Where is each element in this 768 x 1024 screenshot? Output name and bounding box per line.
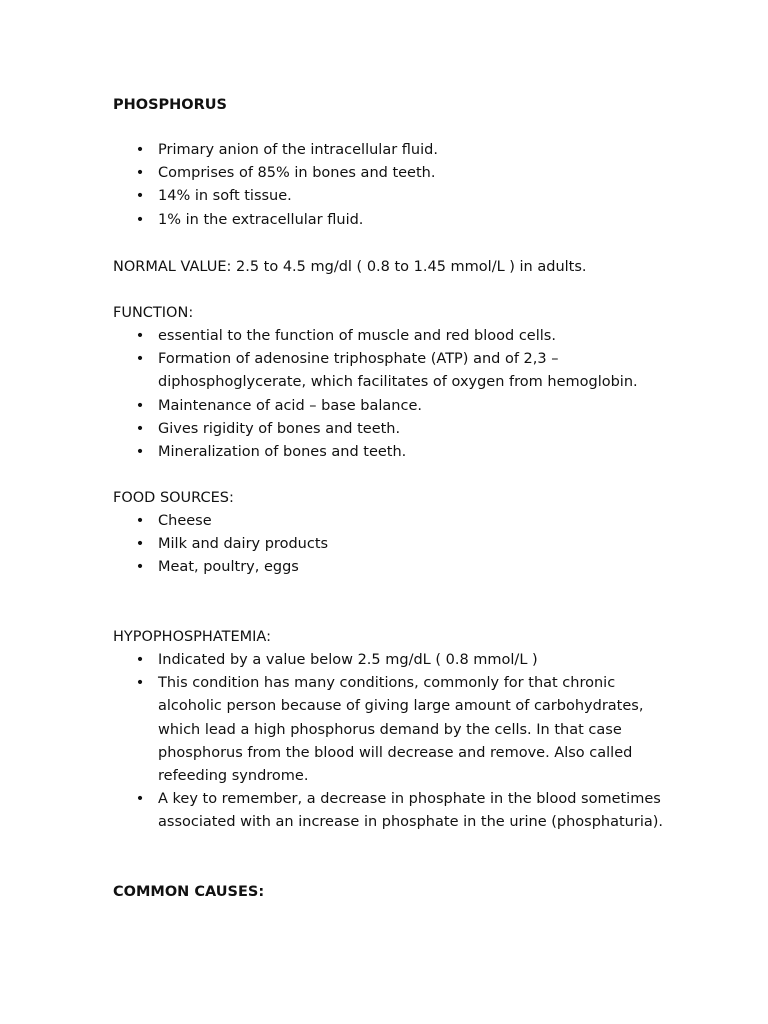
bullet-icon: •	[135, 165, 145, 182]
list-item	[113, 162, 673, 185]
list-item-text: Cheese	[158, 513, 212, 529]
list-item-text: 1% in the extracellular fluid.	[158, 211, 364, 228]
list-item-text: This condition has many conditions, commonly for that chronic alcoholic person because of giving large amount of carbohydrates, which lead a high phosphorus demand by the cells. In that case phosphorus from the blood will decrease and remove. Also called refeeding syndrome.	[158, 675, 644, 785]
normal-value-section	[113, 256, 673, 279]
bullet-icon: •	[135, 420, 145, 437]
hypophosphatemia-heading: HYPOPHOSPHATEMIA:	[113, 629, 271, 645]
common-causes-heading: COMMON CAUSES:	[113, 884, 265, 900]
bullet-icon: •	[135, 328, 145, 344]
list-item	[113, 418, 673, 441]
list-item	[113, 788, 673, 834]
list-item-text: Primary anion of the intracellular fluid.	[158, 142, 438, 158]
bullet-icon: •	[135, 559, 145, 576]
hypophosphatemia-bullet-list	[113, 649, 673, 835]
function-bullet-list	[113, 325, 673, 464]
bullet-icon: •	[135, 536, 145, 553]
food-sources-bullet-list	[113, 510, 673, 580]
list-item	[113, 510, 673, 533]
list-item-text: A key to remember, a decrease in phosphate in the blood sometimes associated with an increase in phosphate in the urine (phosphaturia).	[158, 791, 664, 831]
common-causes-section	[113, 881, 673, 904]
list-item-text: Comprises of 85% in bones and teeth.	[158, 165, 436, 182]
list-item	[113, 672, 673, 788]
list-item	[113, 185, 673, 208]
bullet-icon: •	[135, 397, 145, 414]
list-item	[113, 649, 673, 672]
bullet-icon: •	[135, 652, 145, 668]
list-item-text: Meat, poultry, eggs	[158, 559, 299, 576]
list-item-text: Maintenance of acid – base balance.	[158, 397, 423, 414]
bullet-icon: •	[135, 211, 145, 228]
bullet-icon: •	[135, 791, 145, 808]
function-heading: FUNCTION:	[113, 305, 194, 321]
bullet-icon: •	[135, 513, 145, 529]
list-item	[113, 556, 673, 579]
food-sources-heading: FOOD SOURCES:	[113, 490, 234, 506]
list-item	[113, 348, 673, 394]
food-sources-section	[113, 487, 673, 580]
list-item-text: essential to the function of muscle and red blood cells.	[158, 328, 556, 344]
bullet-icon: •	[135, 351, 145, 368]
intro-bullet-list	[113, 139, 673, 232]
bullet-icon: •	[135, 675, 145, 692]
list-item	[113, 209, 673, 232]
title-section	[113, 94, 673, 117]
list-item-text: Gives rigidity of bones and teeth.	[158, 420, 401, 437]
list-item-text: Indicated by a value below 2.5 mg/dL ( 0.8 mmol/L )	[158, 652, 538, 668]
list-item	[113, 441, 673, 464]
list-item	[113, 325, 673, 348]
list-item-text: 14% in soft tissue.	[158, 188, 292, 205]
list-item	[113, 533, 673, 556]
bullet-icon: •	[135, 444, 145, 461]
list-item	[113, 395, 673, 418]
list-item-text: Formation of adenosine triphosphate (ATP) and of 2,3 – diphosphoglycerate, which facilitates of oxygen from hemoglobin.	[158, 351, 638, 391]
list-item-text: Mineralization of bones and teeth.	[158, 444, 407, 461]
function-section	[113, 302, 673, 464]
normal-value-text: NORMAL VALUE: 2.5 to 4.5 mg/dl ( 0.8 to 1.45 mmol/L ) in adults.	[113, 259, 587, 275]
list-item-text: Milk and dairy products	[158, 536, 329, 553]
intro-section	[113, 139, 673, 232]
bullet-icon: •	[135, 142, 145, 158]
bullet-icon: •	[135, 188, 145, 205]
page-title: PHOSPHORUS	[113, 97, 228, 113]
hypophosphatemia-section	[113, 626, 673, 835]
list-item	[113, 139, 673, 162]
